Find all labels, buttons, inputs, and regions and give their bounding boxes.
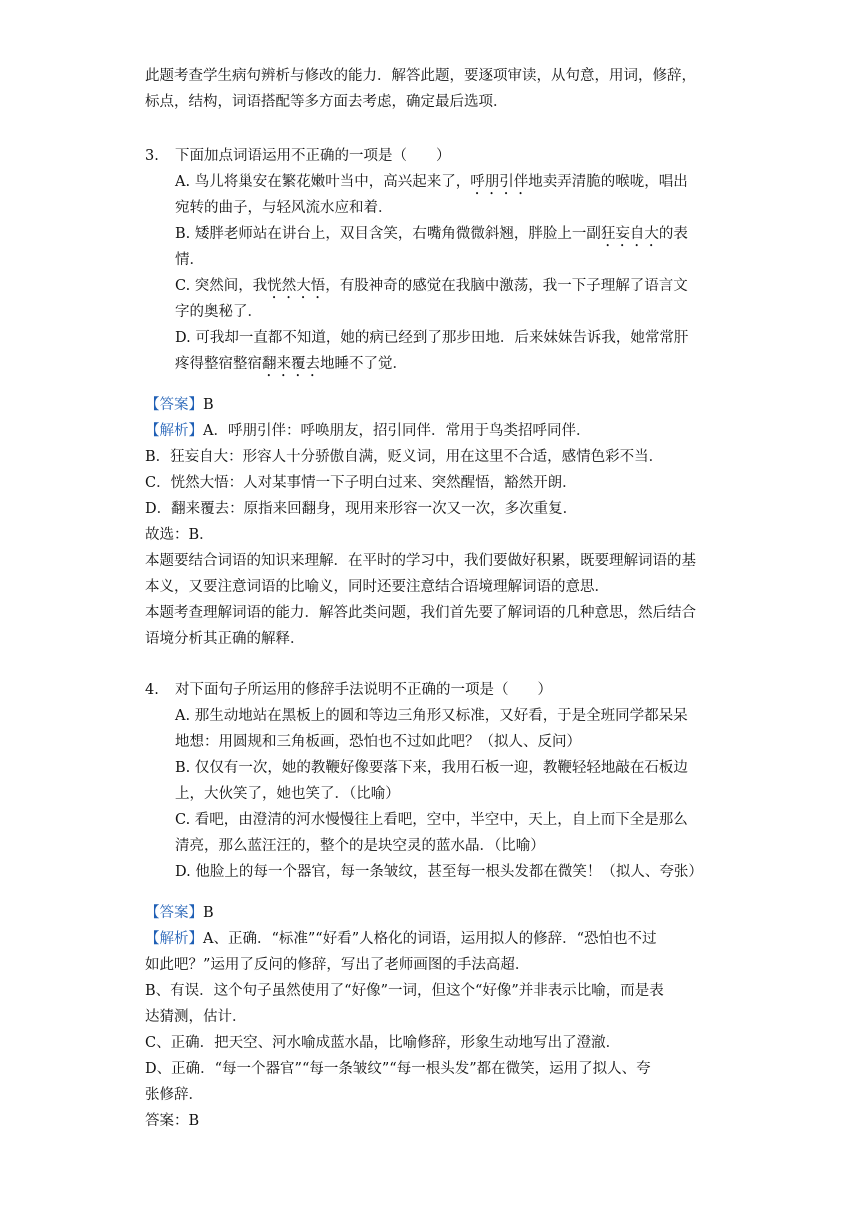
q3-option-b-line-2: 情． <box>175 252 204 268</box>
q3-d-dotted: 翻来覆去 <box>262 356 320 372</box>
q3-a-dotted: 呼朋引伴 <box>470 174 529 190</box>
q3-analysis-line-8: 本题考查理解词语的能力．解答此类问题，我们首先要了解词语的几种意思，然后结合 <box>145 605 696 621</box>
q3-option-b-line-1 <box>175 221 725 250</box>
q3-d-pre: 疼得整宿整宿 <box>175 356 262 372</box>
q3-b-dotted: 狂妄自大 <box>600 226 659 242</box>
q3-option-d-line-1: D. 可我却一直都不知道，她的病已经到了那步田地．后来妹妹告诉我，她常常肝 <box>175 330 689 346</box>
q4-answer-tag: 【答案】 <box>145 905 203 921</box>
q3-c-pre: C. 突然间，我 <box>175 278 268 294</box>
q3-c-post: ，有股神奇的感觉在我脑中激荡，我一下子理解了语言文 <box>325 278 688 294</box>
q3-d-post: 地睡不了觉． <box>320 356 407 372</box>
q4-analysis-line-4: 达猜测，估计． <box>145 1009 247 1025</box>
q4-option-b-line-1: B. 仅仅有一次，她的教鞭好像要落下来，我用石板一迎，教鞭轻轻地敲在石板边 <box>175 760 688 776</box>
q4-analysis-line-7: 张修辞． <box>145 1087 203 1103</box>
q3-analysis-line-4: D．翻来覆去：原指来回翻身，现用来形容一次又一次，多次重复． <box>145 501 578 517</box>
q3-analysis-line-7: 本义，又要注意词语的比喻义，同时还要注意结合语境理解词语的意思． <box>145 579 609 595</box>
q3-number: 3. <box>145 148 159 164</box>
q3-a-pre: A. 鸟儿将巢安在繁花嫩叶当中，高兴起来了， <box>175 174 471 190</box>
q4-final-answer: 答案：B <box>145 1113 200 1129</box>
q4-answer-value: B <box>203 905 214 921</box>
q3-b-pre: B. 矮胖老师站在讲台上，双目含笑，右嘴角微微斜翘，胖脸上一副 <box>175 226 601 242</box>
q3-c-dotted: 恍然大悟 <box>267 278 326 294</box>
q3-analysis-line-6: 本题要结合词语的知识来理解．在平时的学习中，我们要做好积累，既要理解词语的基 <box>145 553 696 569</box>
q3-analysis-text-1: A．呼朋引伴：呼唤朋友，招引同伴．常用于鸟类招呼同伴． <box>203 423 591 439</box>
q3-b-post: 的表 <box>658 226 688 242</box>
q4-number: 4. <box>145 682 159 698</box>
q4-analysis-line-6: D、正确．“每一个器官”“每一条皱纹”“每一根头发”都在微笑，运用了拟人、夸 <box>145 1061 651 1077</box>
q4-analysis-line-5: C、正确．把天空、河水喻成蓝水晶，比喻修辞，形象生动地写出了澄澈． <box>145 1035 621 1051</box>
q3-analysis-line-3: C．恍然大悟：人对某事情一下子明白过来、突然醒悟，豁然开朗． <box>145 475 577 491</box>
q3-analysis-line-9: 语境分析其正确的解释． <box>145 631 305 647</box>
q3-option-d-line-2 <box>175 351 725 380</box>
q4-analysis-line-2: 如此吧？”运用了反问的修辞，写出了老师画图的手法高超． <box>145 957 530 973</box>
q4-analysis-tag: 【解析】 <box>145 931 203 947</box>
q4-option-a-line-2: 地想：用圆规和三角板画，恐怕也不过如此吧？（拟人、反问） <box>175 734 581 750</box>
q4-stem: 对下面句子所运用的修辞手法说明不正确的一项是（ ） <box>175 682 552 698</box>
intro-line-2: 标点，结构，词语搭配等多方面去考虑，确定最后选项． <box>145 94 508 110</box>
q3-answer-tag: 【答案】 <box>145 397 203 413</box>
q4-answer <box>145 900 725 926</box>
q4-option-a-line-1: A. 那生动地站在黑板上的圆和等边三角形又标准，又好看，于是全班同学都呆呆 <box>175 708 688 724</box>
q4-option-c-line-2: 清亮，那么蓝汪汪的，整个的是块空灵的蓝水晶．（比喻） <box>175 838 545 854</box>
q4-analysis-line-3: B、有误．这个句子虽然使用了“好像”一词，但这个“好像”并非表示比喻，而是表 <box>145 983 664 999</box>
q3-analysis-tag: 【解析】 <box>145 423 203 439</box>
q3-answer <box>145 392 725 418</box>
q3-analysis-line-5: 故选：B． <box>145 527 214 543</box>
q3-option-a-line-1 <box>175 169 725 198</box>
q3-analysis-line-1 <box>145 418 725 444</box>
q4-option-b-line-2: 上，大伙笑了，她也笑了．（比喻） <box>175 786 400 802</box>
q3-option-a-line-2: 宛转的曲子，与轻风流水应和着． <box>175 200 393 216</box>
q3-a-post: 地卖弄清脆的喉咙，唱出 <box>528 174 688 190</box>
q3-answer-value: B <box>203 397 214 413</box>
q3-option-c-line-1 <box>175 273 725 302</box>
q3-analysis-line-2: B．狂妄自大：形容人十分骄傲自满，贬义词，用在这里不合适，感情色彩不当． <box>145 449 664 465</box>
q4-analysis-text-1: A、正确．“标准”“好看”人格化的词语，运用拟人的修辞．“恐怕也不过 <box>203 931 657 947</box>
q4-option-c-line-1: C. 看吧，由澄清的河水慢慢往上看吧，空中，半空中，天上，自上而下全是那么 <box>175 812 688 828</box>
q4-option-d-line-1: D. 他脸上的每一个器官，每一条皱纹，甚至每一根头发都在微笑！（拟人、夸张） <box>175 864 703 880</box>
q3-option-c-line-2: 字的奥秘了． <box>175 304 262 320</box>
q4-analysis-line-1 <box>145 926 725 952</box>
q3-stem: 下面加点词语运用不正确的一项是（ ） <box>175 148 451 164</box>
intro-line-1: 此题考查学生病句辨析与修改的能力．解答此题，要逐项审读，从句意，用词，修辞， <box>145 68 696 84</box>
